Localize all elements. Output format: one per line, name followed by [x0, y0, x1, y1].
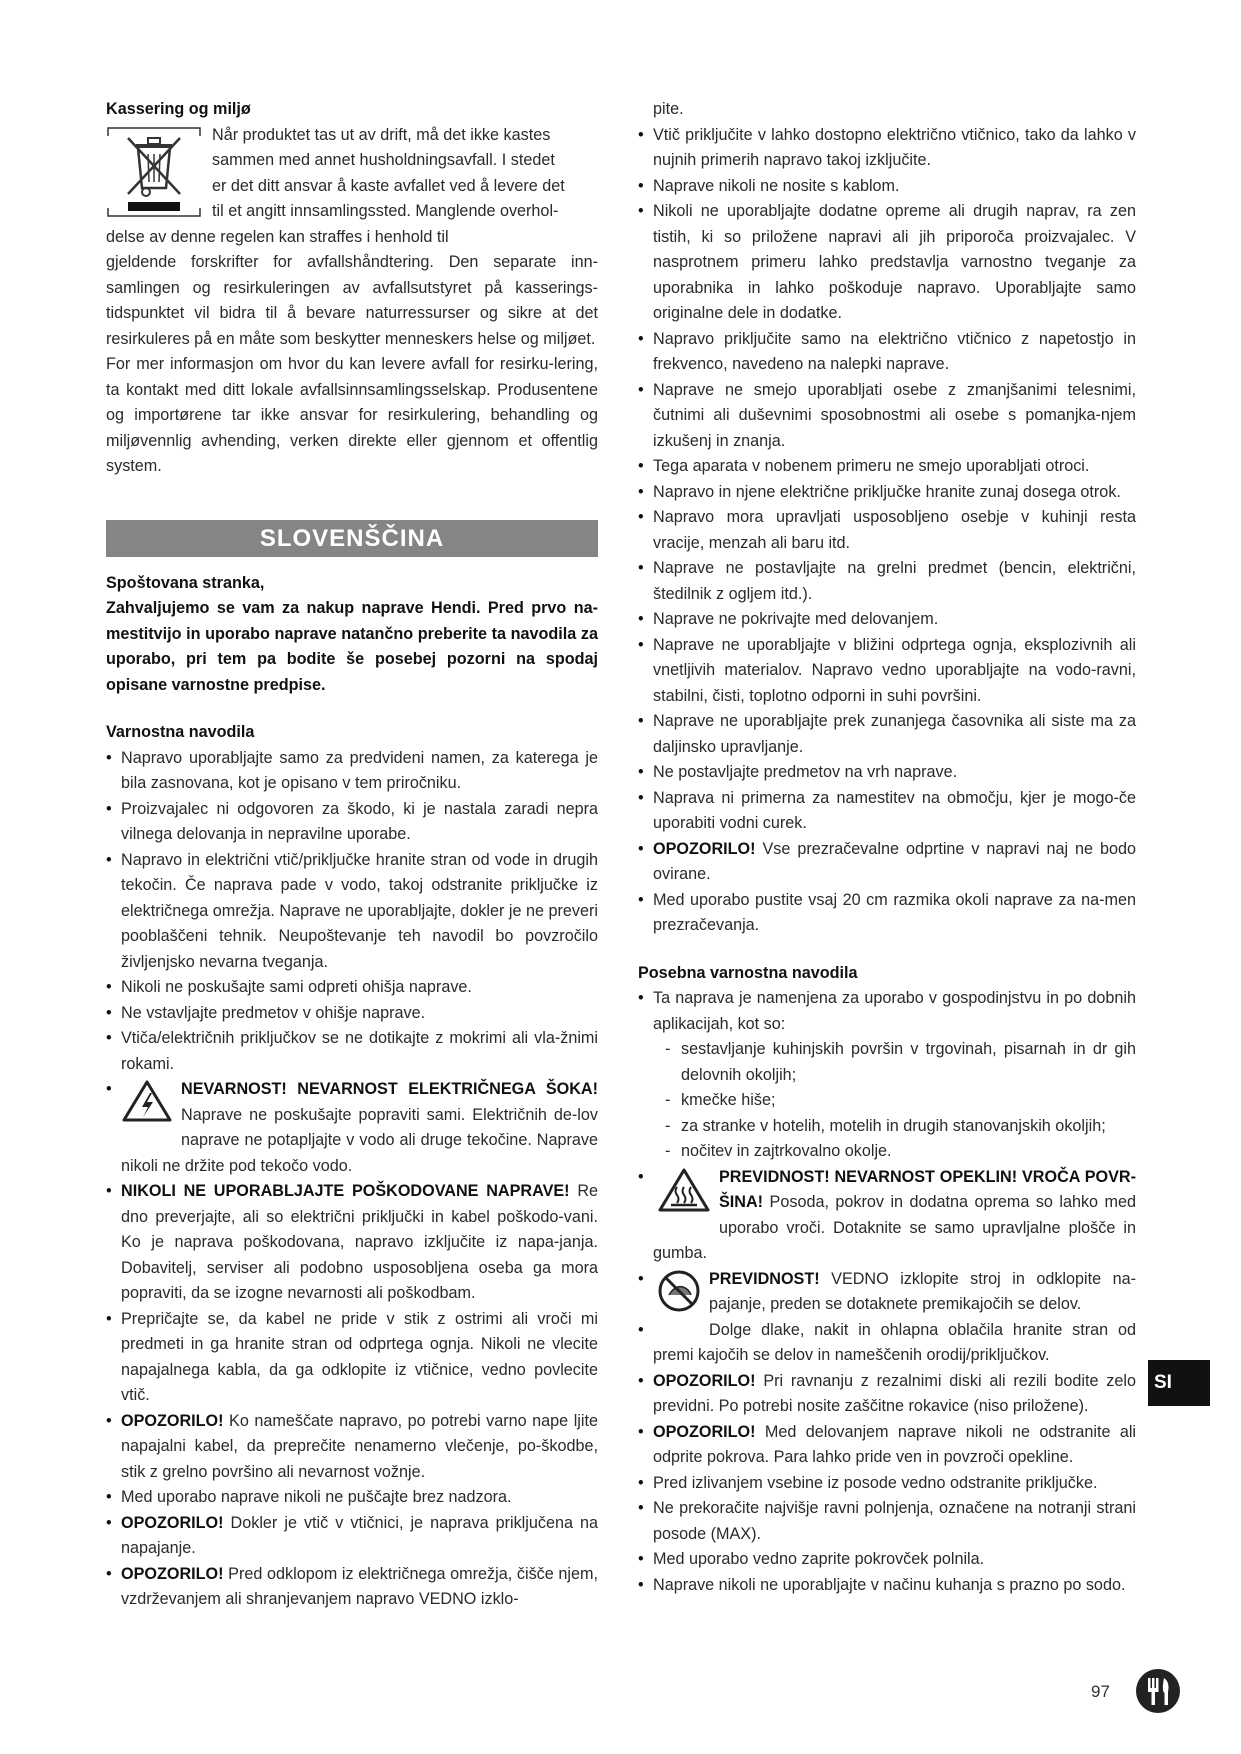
sublist-item: - za stranke v hotelih, motelih in drugih stanovanjskih okoljih;	[665, 1114, 1136, 1140]
disposal-info-paragraph: For mer informasjon om hvor du kan levere avfall for resirku-lering, ta kontakt med ditt lokale avfallsinnsamlingsselskap. Produsentene og importørene tar ikke ansvar for resirkulering, behandling og miljøvennlig avhending, verken direkte eller gjennom et offentlig system.	[106, 355, 598, 475]
list-item	[638, 837, 1136, 888]
usage-sublist	[653, 1037, 1136, 1165]
page-number: 97	[1091, 1682, 1110, 1701]
safety-heading: Varnostna navodila	[106, 723, 255, 741]
section-title-slovenscina: SLOVENŠČINA	[106, 520, 598, 557]
continued-text: pite.	[653, 100, 684, 118]
moving-parts-warning-icon	[657, 1269, 701, 1322]
list-item: • Med uporabo pustite vsaj 20 cm razmika okoli naprave za na-men prezračevanja.	[638, 888, 1136, 939]
warning-label: OPOZORILO!	[653, 1422, 756, 1441]
warning-text: Dokler je vtič v vtičnici, je naprava priključena na napajanje.	[121, 1513, 599, 1557]
list-item	[106, 1511, 598, 1562]
list-item-text: Ta naprava je namenjena za uporabo v gospodinjstvu in po dobnih aplikacijah, kot so:	[653, 989, 1136, 1033]
list-item: • Med uporabo vedno zaprite pokrovček polnila.	[638, 1547, 1136, 1573]
list-item: • Naprave ne postavljajte na grelni predmet (bencin, električni, štedilnik z ogljem itd.).	[638, 556, 1136, 607]
list-item	[106, 1077, 598, 1179]
weee-bin-icon	[106, 126, 202, 218]
sublist-item: - kmečke hiše;	[665, 1088, 1136, 1114]
special-safety-heading: Posebna varnostna navodila	[638, 963, 858, 982]
list-item	[106, 1409, 598, 1486]
list-item: • Napravo in njene električne priključke hranite zunaj dosega otrok.	[638, 480, 1136, 506]
warning-text: Pri ravnanju z rezalnimi diski ali rezili bodite zelo previdni. Po potrebi nosite zaščitne rokavice (niso priložene).	[653, 1371, 1137, 1415]
list-item: • Pred izlivanjem vsebine iz posode vedno odstranite priključke.	[638, 1471, 1136, 1497]
list-item	[106, 1179, 598, 1307]
disposal-text-line-2: sammen med annet husholdningsavfall. I stedet	[212, 151, 555, 169]
greeting: Spoštovana stranka,	[106, 573, 265, 592]
disposal-text-line-3: er det ditt ansvar å kaste avfallet ved å levere det	[212, 176, 565, 195]
disposal-block	[106, 123, 598, 353]
warning-text: Pred odklopom iz električnega omrežja, čišče njem, vzdrževanjem ali shranjevanjem napravo VEDNO izklo-	[121, 1564, 598, 1608]
danger-label: NEVARNOST! NEVARNOST ELEKTRIČNEGA ŠOKA!	[181, 1080, 598, 1098]
caution-text: VEDNO izklopite stroj in odklopite na-pajanje, preden se dotaknete premikajočih se delov.	[709, 1269, 1136, 1313]
list-item: • Tega aparata v nobenem primeru ne smejo uporabljati otroci.	[638, 454, 1136, 480]
sublist-item: - nočitev in zajtrkovalno okolje.	[665, 1139, 1136, 1165]
list-item: • Naprave ne pokrivajte med delovanjem.	[638, 607, 1136, 633]
disposal-text-line-5: delse av denne regelen kan straffes i henhold til	[106, 227, 449, 246]
list-item	[638, 1165, 1136, 1267]
sublist-item: - sestavljanje kuhinjskih površin v trgovinah, pisarnah in dr gih delovnih okoljih;	[665, 1037, 1136, 1088]
danger-text: Naprave ne poskušajte popraviti sami. Električnih de-lov naprave ne potapljajte v vodo ali druge tekočine. Naprave nikoli ne držite pod tekočo vodo.	[121, 1105, 598, 1175]
safety-list-continued	[638, 123, 1136, 939]
list-item: • Napravo in električni vtič/priključke hranite stran od vode in drugih tekočin. Če naprava pade v vodo, takoj odstranite priključke iz električnega omrežja. Naprave ne uporabljajte, dokler je ne preveri pooblaščeni tehnik. Neupoštevanje teh navodil bo povzročilo življenjsko nevarna tveganja.	[106, 848, 598, 976]
caution-label: PREVIDNOST! NEVARNOST OPEKLIN! VROČA POVR-	[719, 1167, 1136, 1186]
warning-label: OPOZORILO!	[121, 1564, 224, 1583]
disposal-heading: Kassering og miljø	[106, 100, 251, 118]
list-item: • Dolge dlake, nakit in ohlapna oblačila hranite stran od premi kajočih se delov in nameščenih orodij/priključkov.	[638, 1318, 1136, 1369]
caution-text: Posoda, pokrov in dodatna oprema so lahko med uporabo vroči. Dotaknite se samo upravljalne plošče in gumba.	[653, 1193, 1137, 1262]
warning-label: NIKOLI NE UPORABLJAJTE POŠKODOVANE NAPRAVE!	[121, 1182, 570, 1200]
list-item: • Naprave ne uporabljajte prek zunanjega časovnika ali siste ma za daljinsko upravljanje.	[638, 709, 1136, 760]
warning-text: Vse prezračevalne odprtine v napravi naj ne bodo ovirane.	[653, 839, 1136, 883]
list-item	[638, 1267, 1136, 1318]
list-item: • Prepričajte se, da kabel ne pride v stik z ostrimi ali vroči mi predmeti in ga hranite stran od odprtega ognja. Nikoli ne vlecite napajalnega kabla, da ga odklopite iz vtičnice, vedno povlecite vtič.	[106, 1307, 598, 1409]
warning-text: Ko nameščate napravo, po potrebi varno nape ljite napajalni kabel, da preprečite nenamerno vlečenje, po-škodbe, stik z grelno površino ali nevarnost vožnje.	[121, 1411, 598, 1481]
list-item: • Napravo priključite samo na električno vtičnico z napetostjo in frekvenco, navedeno na nalepki naprave.	[638, 327, 1136, 378]
disposal-text-line-4: til et angitt innsamlingssted. Manglende overhol-	[212, 202, 559, 220]
list-item: • Vtič priključite v lahko dostopno električno vtičnico, tako da lahko v nujnih primerih napravo takoj izključite.	[638, 123, 1136, 174]
list-item: • Naprave nikoli ne uporabljajte v načinu kuhanja s prazno po sodo.	[638, 1573, 1136, 1599]
warning-label: OPOZORILO!	[121, 1513, 224, 1532]
list-item: • Vtiča/električnih priključkov se ne dotikajte z mokrimi ali vla-žnimi rokami.	[106, 1026, 598, 1077]
list-item: • Napravo mora upravljati usposobljeno osebje v kuhinji resta vracije, menzah ali baru itd.	[638, 505, 1136, 556]
list-item: • Naprava ni primerna za namestitev na območju, kjer je mogo-če uporabiti vodni curek.	[638, 786, 1136, 837]
disposal-text-line-1: Når produktet tas ut av drift, må det ikke kastes	[212, 125, 551, 144]
warning-label: OPOZORILO!	[653, 839, 756, 858]
list-item: • Ne vstavljajte predmetov v ohišje naprave.	[106, 1001, 598, 1027]
list-item: • Naprave nikoli ne nosite s kablom.	[638, 174, 1136, 200]
disposal-text-rest: gjeldende forskrifter for avfallshåndtering. Den separate inn-samlingen og resirkuleringen av avfallsutstyret på kasserings-tidspunktet vil bidra til å bevare naturressurser og sikre at det resirkuleres på en måte som beskytter menneskers helse og miljøet.	[106, 253, 598, 348]
list-item: • Nikoli ne uporabljajte dodatne opreme ali drugih naprav, ra zen tistih, ki so priložene napravi ali jih priporoča proizvajalec. V nasprotnem primeru lahko predstavlja varnostno tveganje za uporabnika in lahko poškoduje napravo. Uporabljajte samo originalne dele in dodatke.	[638, 199, 1136, 327]
warning-label: OPOZORILO!	[653, 1371, 756, 1390]
language-tab: SI	[1148, 1360, 1210, 1406]
safety-list	[106, 746, 598, 1613]
list-item: • Ne prekoračite najvišje ravni polnjenja, označene na notranji strani posode (MAX).	[638, 1496, 1136, 1547]
warning-text: Re dno preverjajte, ali so električni priključki in kabel poškodo-vani. Ko je naprava poškodovana, napravo izključite iz napa-janja. Dobavitelj, serviser ali podobno usposobljena oseba ga mora popraviti, da se izogne nevarnosti ali poškodbam.	[121, 1182, 599, 1302]
list-item: • Naprave ne uporabljajte v bližini odprtega ognja, eksplozivnih ali vnetljivih materialov. Napravo vedno uporabljajte na vodo-ravni, stabilni, čisti, toplotno odporni in suhi površini.	[638, 633, 1136, 710]
warning-label: OPOZORILO!	[121, 1411, 224, 1430]
list-item	[638, 1369, 1136, 1420]
hendi-cutlery-logo-icon	[1135, 1668, 1181, 1719]
list-item: • Med uporabo naprave nikoli ne puščajte brez nadzora.	[106, 1485, 598, 1511]
electric-shock-warning-icon	[121, 1079, 173, 1132]
special-safety-list	[638, 986, 1136, 1598]
list-item	[638, 1420, 1136, 1471]
list-item: • Naprave ne smejo uporabljati osebe z zmanjšanimi telesnimi, čutnimi ali duševnimi sposobnostmi ali osebe s pomanjka-njem izkušenj in znanja.	[638, 378, 1136, 455]
left-column	[106, 97, 598, 1613]
right-column	[638, 97, 1136, 1598]
list-item: • Nikoli ne poskušajte sami odpreti ohišja naprave.	[106, 975, 598, 1001]
warning-text: Med delovanjem naprave nikoli ne odstranite ali odprite pokrova. Para lahko pride ven in povzroči opekline.	[653, 1422, 1137, 1466]
caution-label-cont: ŠINA!	[719, 1193, 764, 1211]
intro-paragraph: Zahvaljujemo se vam za nakup naprave Hendi. Pred prvo na-mestitvijo in uporabo naprave natančno preberite ta navodila za uporabo, pri tem pa bodite še posebej pozorni na spodaj opisane varnostne predpise.	[106, 599, 598, 694]
list-item	[638, 986, 1136, 1165]
hot-surface-warning-icon	[657, 1167, 711, 1222]
list-item: • Ne postavljajte predmetov na vrh naprave.	[638, 760, 1136, 786]
list-item	[106, 1562, 598, 1613]
caution-label: PREVIDNOST!	[709, 1269, 820, 1288]
list-item: • Napravo uporabljajte samo za predvideni namen, za katerega je bila zasnovana, kot je opisano v tem priročniku.	[106, 746, 598, 797]
list-item: • Proizvajalec ni odgovoren za škodo, ki je nastala zaradi nepra vilnega delovanja in nepravilne uporabe.	[106, 797, 598, 848]
